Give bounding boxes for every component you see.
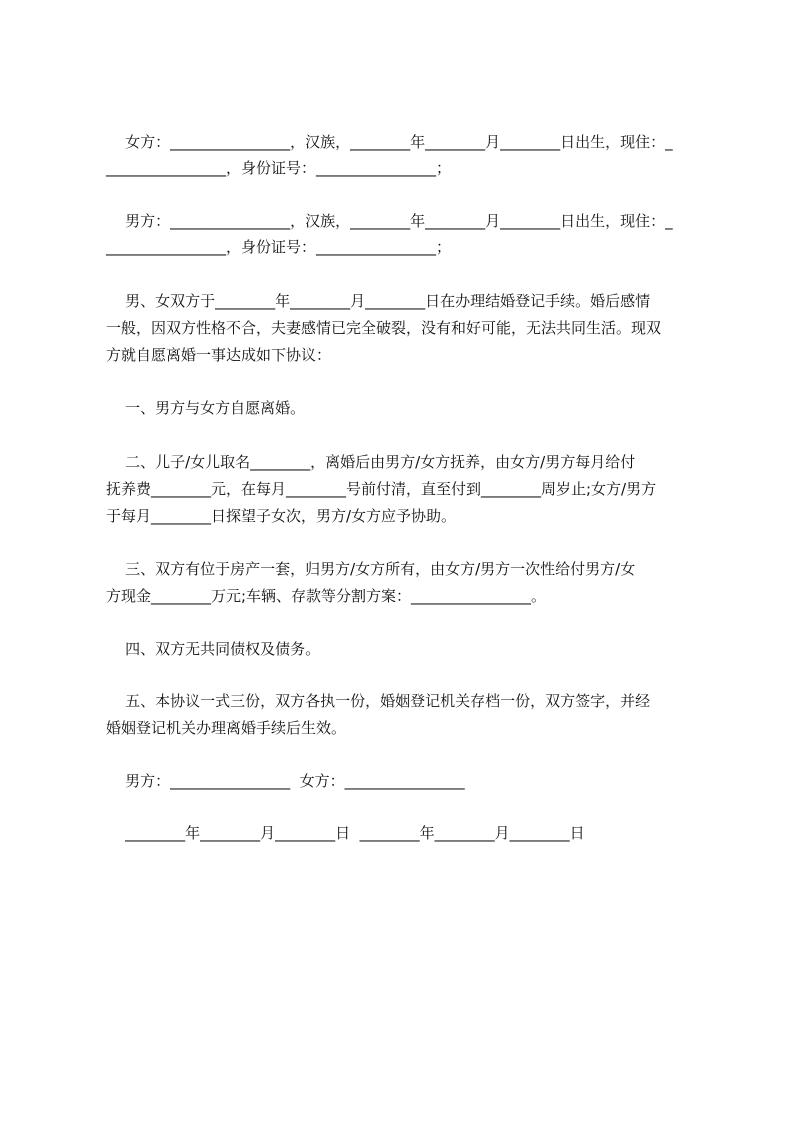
clause-5-line-1: 五、本协议一式三份，双方各执一份，婚姻登记机关存档一份，双方签字，并经 xyxy=(106,692,651,710)
clause-3-line-2: 方现金________万元;车辆、存款等分割方案：________________。 xyxy=(106,587,547,605)
signature-line: 男方：________________ 女方：________________ xyxy=(106,772,465,790)
date-line: ________年________月________日 ________年________月________日 xyxy=(106,824,585,842)
clause-5-line-2: 婚姻登记机关办理离婚手续后生效。 xyxy=(106,719,347,737)
clause-3-line-1: 三、双方有位于房产一套，归男方/女方所有，由女方/男方一次性给付男方/女 xyxy=(106,560,636,578)
clause-2-line-1: 二、儿子/女儿取名________，离婚后由男方/女方抚养，由女方/男方每月给付 xyxy=(106,453,636,471)
clause-2-line-2: 抚养费________元，在每月________号前付清，直至付到________周岁止;女方/男方 xyxy=(106,480,657,498)
woman-info-line-2: ________________，身份证号：________________； xyxy=(106,159,452,177)
intro-line-1: 男、女双方于________年________月________日在办理结婚登记手续。婚后感情 xyxy=(106,292,651,310)
clause-2-line-3: 于每月________日探望子女次，男方/女方应予协助。 xyxy=(106,507,457,525)
clause-4-line-1: 四、双方无共同债权及债务。 xyxy=(106,640,321,658)
intro-line-3: 方就自愿离婚一事达成如下协议： xyxy=(106,346,332,364)
woman-info-line-1: 女方：________________，汉族，________年________月________日出生，现住：_ xyxy=(106,133,673,151)
man-info-line-2: ________________，身份证号：________________； xyxy=(106,238,452,256)
intro-line-2: 一般，因双方性格不合，夫妻感情已完全破裂，没有和好可能，无法共同生活。现双 xyxy=(106,319,662,337)
man-info-line-1: 男方：________________，汉族，________年________月________日出生，现住：_ xyxy=(106,212,673,230)
clause-1-line-1: 一、男方与女方自愿离婚。 xyxy=(106,399,306,417)
